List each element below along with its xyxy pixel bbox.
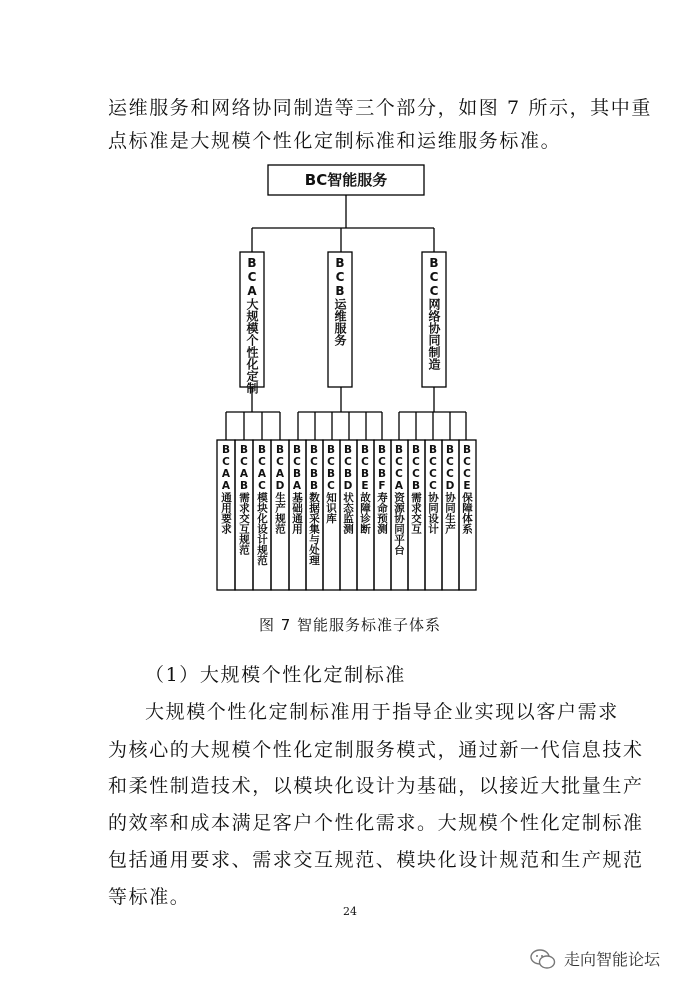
watermark-text: 走向智能论坛: [563, 950, 660, 969]
child-bcaa-label: BCAA通用要求: [220, 444, 232, 534]
page-number: 24: [343, 905, 357, 918]
group-bcb-label: BCB运维服务: [333, 256, 347, 346]
body-line-2: 为核心的大规模个性化定制服务模式，通过新一代信息技术: [108, 739, 644, 761]
child-bcbf-label: BCBF寿命预测: [376, 444, 388, 534]
child-bcab-label: BCAB需求交互规范: [238, 444, 250, 555]
body-line-4: 的效率和成本满足客户个性化需求。大规模个性化定制标准: [108, 812, 644, 834]
section-heading: （1）大规模个性化定制标准: [145, 664, 406, 686]
child-bcbb-label: BCBB数据采集与处理: [308, 444, 320, 566]
watermark: [530, 947, 660, 970]
child-bcbd-label: BCBD状态监测: [342, 444, 354, 534]
body-line-1: 大规模个性化定制标准用于指导企业实现以客户需求: [145, 701, 619, 723]
child-bccb-label: BCCB需求交互: [410, 444, 422, 534]
group-bca-label: BCA大规模个性化定制: [245, 256, 259, 394]
intro-line-1: 运维服务和网络协同制造等三个部分，如图 7 所示，其中重: [108, 97, 652, 119]
body-line-3: 和柔性制造技术，以模块化设计为基础，以接近大批量生产: [108, 775, 644, 797]
child-bccd-label: BCCD协同生产: [444, 444, 456, 534]
child-bccc-label: BCCC协同设计: [427, 444, 439, 534]
body-line-6: 等标准。: [108, 886, 191, 908]
child-bcba-label: BCBA基础通用: [291, 444, 303, 534]
figure-caption: 图 7 智能服务标准子体系: [258, 616, 442, 634]
group-bcc-label: BCC网络协同制造: [427, 256, 441, 370]
child-bcce-label: BCCE保障体系: [461, 444, 473, 534]
child-bcbe-label: BCBE故障诊断: [359, 444, 371, 534]
root-node: BC智能服务: [304, 171, 388, 189]
child-bcca-label: BCCA资源协同平台: [393, 444, 405, 555]
wechat-icon: [530, 948, 556, 970]
child-bcac-label: BCAC模块化设计规范: [256, 444, 268, 566]
child-bcbc-label: BCBC知识库: [325, 444, 337, 524]
child-bcad-label: BCAD生产规范: [274, 444, 286, 534]
intro-line-2: 点标准是大规模个性化定制标准和运维服务标准。: [108, 130, 562, 152]
body-line-5: 包括通用要求、需求交互规范、模块化设计规范和生产规范: [108, 849, 644, 871]
